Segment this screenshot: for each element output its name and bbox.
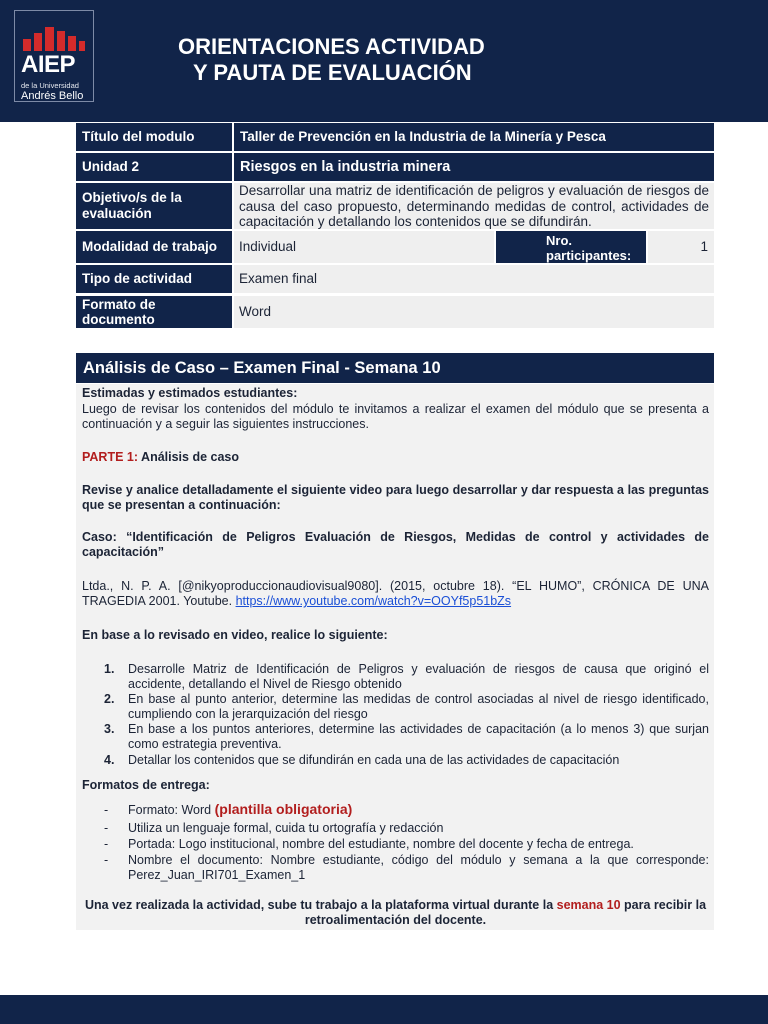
list-item: Detallar los contenidos que se difundirán en cada una de las actividades de capacitación <box>128 753 620 767</box>
formato-item: Nombre el documento: Nombre estudiante, código del módulo y semana a la que corresponde: Perez_Juan_IRI701_Examen_1 <box>128 853 709 882</box>
item-number: 2. <box>104 692 115 706</box>
parte-text: Análisis de caso <box>141 450 240 464</box>
bullet-dash: - <box>104 803 109 817</box>
footer-bar <box>0 995 768 1024</box>
buildings-icon <box>21 25 87 51</box>
video-link[interactable]: https://www.youtube.com/watch?v=OOYf5p51bZs <box>235 594 512 608</box>
modalidad-label: Modalidad de trabajo <box>76 231 232 263</box>
formatos-heading: Formatos de entrega: <box>82 778 210 792</box>
logo-university: Andrés Bello <box>21 90 84 102</box>
list-item: En base a los puntos anteriores, determine las actividades de capacitación (a lo menos 3) que surjan como estrategia preventiva. <box>128 722 709 751</box>
revise-instructions: Revise y analice detalladamente el siguiente video para luego desarrollar y dar respuesta a las preguntas que se presentan a continuación: <box>82 483 709 512</box>
formato-item: Utiliza un lenguaje formal, cuida tu ortografía y redacción <box>128 821 444 835</box>
title-line-1: ORIENTACIONES ACTIVIDAD <box>178 34 485 59</box>
formato-item: Portada: Logo institucional, nombre del estudiante, nombre del docente y fecha de entrega. <box>128 837 634 851</box>
parte-label: PARTE 1: <box>82 450 139 464</box>
bullet-dash: - <box>104 821 109 835</box>
video-reference <box>82 579 709 609</box>
list-item: Desarrolle Matriz de Identificación de Peligros y evaluación de riesgos de causa que originó el accidente, detallando el Nivel de Riesgo obtenido <box>128 662 709 691</box>
plantilla-obligatoria: (plantilla obligatoria) <box>214 801 353 817</box>
tipo-label: Tipo de actividad <box>76 265 232 293</box>
en-base-heading: En base a lo revisado en video, realice lo siguiente: <box>82 628 388 642</box>
logo-subtitle: de la Universidad <box>21 81 79 90</box>
tipo-value: Examen final <box>234 265 714 293</box>
caso-title: Caso: “Identificación de Peligros Evaluación de Riesgos, Medidas de control y actividades de capacitación” <box>82 530 709 559</box>
closing-text-b: para recibir la retroalimentación del docente. <box>304 898 707 927</box>
formato-label: Formato de documento <box>76 296 232 328</box>
title-line-2: Y PAUTA DE EVALUACIÓN <box>193 60 472 85</box>
bullet-dash: - <box>104 853 109 867</box>
objetivo-label: Objetivo/s de la evaluación <box>76 183 232 229</box>
participantes-value: 1 <box>648 231 714 263</box>
closing-week: semana 10 <box>556 898 621 912</box>
aiep-logo <box>14 10 94 102</box>
formato-value: Word <box>234 296 714 328</box>
unidad-value: Riesgos en la industria minera <box>234 153 714 181</box>
participantes-label: Nro. participantes: <box>496 231 646 263</box>
item-number: 1. <box>104 662 115 676</box>
titulo-label: Título del modulo <box>76 123 232 151</box>
page-title <box>178 34 485 86</box>
item-number: 3. <box>104 722 115 736</box>
logo-word: AIEP <box>21 51 76 78</box>
formato-word-text: Formato: Word <box>128 803 215 817</box>
reference-text: Ltda., N. P. A. [@nikyoproduccionaudiovisual9080]. (2015, octubre 18). “EL HUMO”, CRÓNICA DE UNA TRAGEDIA 2001. Youtube. <box>82 579 709 608</box>
objetivo-value: Desarrollar una matriz de identificación de peligros y evaluación de riesgos de causa del caso propuesto, determinando medidas de control, actividades de capacitación y detallando los contenidos que se difundirán. <box>234 183 714 229</box>
formato-item <box>128 802 709 818</box>
parte-heading <box>82 450 709 465</box>
intro-text: Luego de revisar los contenidos del módulo te invitamos a realizar el examen del módulo que se presenta a continuación y a seguir las siguientes instrucciones. <box>82 402 709 431</box>
item-number: 4. <box>104 753 115 767</box>
modalidad-value: Individual <box>234 231 494 263</box>
section-title: Análisis de Caso – Examen Final - Semana 10 <box>76 353 714 383</box>
closing-note <box>82 898 709 928</box>
titulo-value: Taller de Prevención en la Industria de la Minería y Pesca <box>234 123 714 151</box>
closing-text-a: Una vez realizada la actividad, sube tu trabajo a la plataforma virtual durante la <box>84 898 557 912</box>
header-banner <box>0 0 768 122</box>
unidad-label: Unidad 2 <box>76 153 232 181</box>
bullet-dash: - <box>104 837 109 851</box>
greeting: Estimadas y estimados estudiantes: <box>82 386 298 400</box>
list-item: En base al punto anterior, determine las medidas de control asociadas al nivel de riesgo identificado, cumpliendo con la jerarquización del riesgo <box>128 692 709 721</box>
